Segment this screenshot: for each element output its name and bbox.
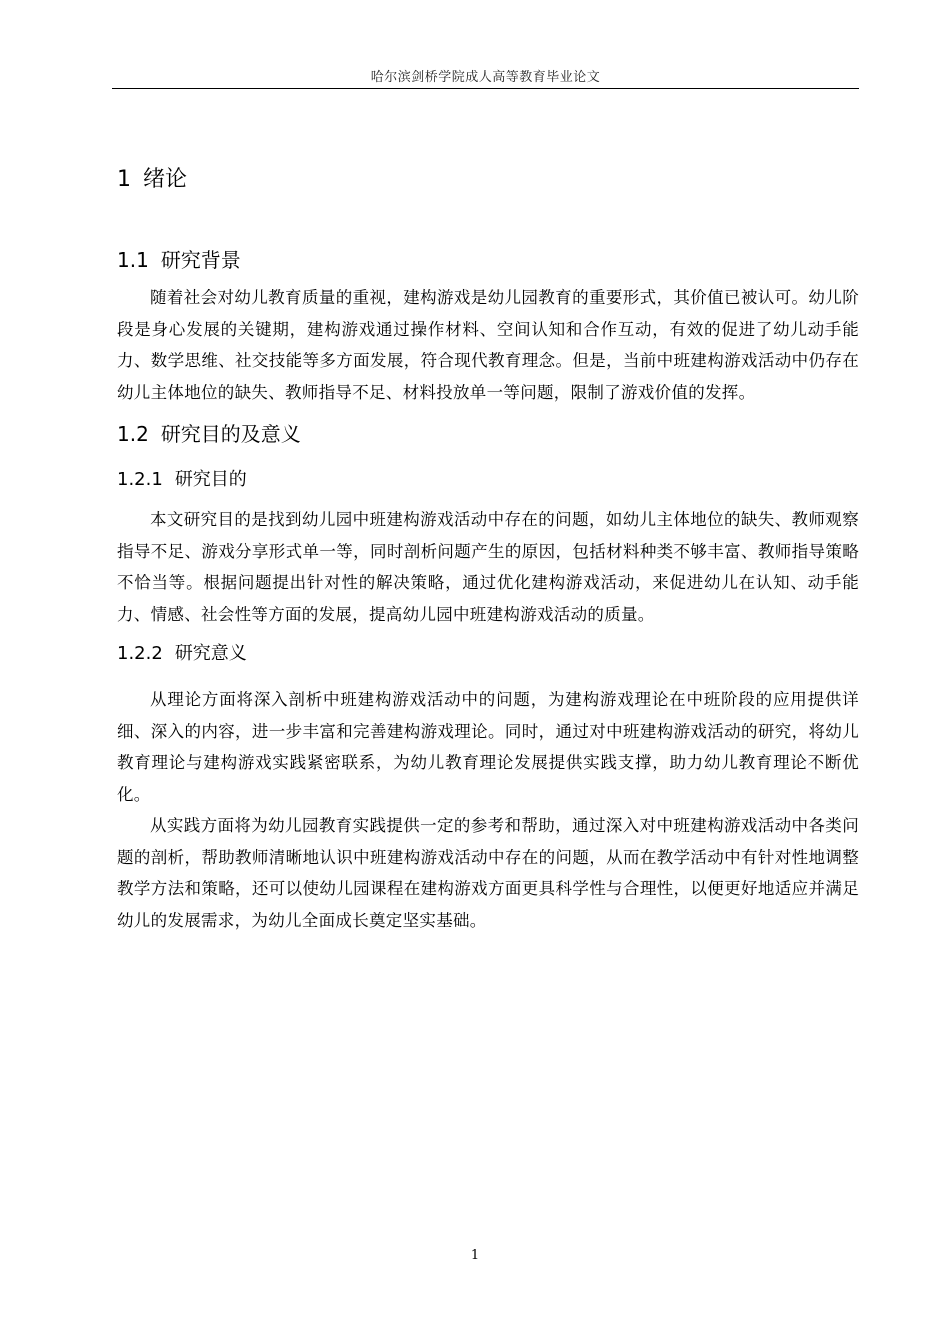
section-title: 研究背景 bbox=[160, 248, 241, 272]
subsection-heading-purpose bbox=[117, 460, 859, 500]
section-heading-purpose-significance bbox=[117, 414, 859, 454]
chapter-heading bbox=[117, 158, 859, 202]
running-header: 哈尔滨剑桥学院成人高等教育毕业论文 bbox=[370, 70, 601, 85]
significance-paragraph-practice: 从实践方面将为幼儿园教育实践提供一定的参考和帮助，通过深入对中班建构游戏活动中各类问题的剖析，帮助教师清晰地认识中班建构游戏活动中存在的问题，从而在教学活动中有针对性地调整教学方法和策略，还可以使幼儿园课程在建构游戏方面更具科学性与合理性，以便更好地适应并满足幼儿的发展需求，为幼儿全面成长奠定坚实基础。 bbox=[117, 816, 859, 930]
section-number: 1.1 bbox=[117, 248, 149, 272]
section-title: 研究目的及意义 bbox=[160, 422, 301, 446]
page-number: 1 bbox=[470, 1248, 480, 1263]
purpose-paragraph: 本文研究目的是找到幼儿园中班建构游戏活动中存在的问题，如幼儿主体地位的缺失、教师观察指导不足、游戏分享形式单一等，同时剖析问题产生的原因，包括材料种类不够丰富、教师指导策略不恰当等。根据问题提出针对性的解决策略，通过优化建构游戏活动，来促进幼儿在认知、动手能力、情感、社会性等方面的发展，提高幼儿园中班建构游戏活动的质量。 bbox=[117, 510, 859, 624]
subsection-number: 1.2.1 bbox=[117, 469, 163, 490]
subsection-heading-significance bbox=[117, 634, 859, 674]
section-heading-background bbox=[117, 240, 859, 280]
background-paragraph: 随着社会对幼儿教育质量的重视，建构游戏是幼儿园教育的重要形式，其价值已被认可。幼儿阶段是身心发展的关键期，建构游戏通过操作材料、空间认知和合作互动，有效的促进了幼儿动手能力、数学思维、社交技能等多方面发展，符合现代教育理念。但是，当前中班建构游戏活动中仍存在幼儿主体地位的缺失、教师指导不足、材料投放单一等问题，限制了游戏价值的发挥。 bbox=[117, 288, 859, 402]
section-number: 1.2 bbox=[117, 422, 149, 446]
subsection-title: 研究意义 bbox=[174, 643, 247, 664]
subsection-number: 1.2.2 bbox=[117, 643, 163, 664]
header-divider bbox=[112, 88, 859, 89]
significance-paragraph-theory: 从理论方面将深入剖析中班建构游戏活动中的问题，为建构游戏理论在中班阶段的应用提供详细、深入的内容，进一步丰富和完善建构游戏理论。同时，通过对中班建构游戏活动的研究，将幼儿教育理论与建构游戏实践紧密联系，为幼儿教育理论发展提供实践支撑，助力幼儿教育理论不断优化。 bbox=[117, 690, 859, 804]
subsection-title: 研究目的 bbox=[174, 469, 247, 490]
chapter-title: 绪论 bbox=[143, 167, 188, 192]
document-body bbox=[117, 158, 859, 936]
chapter-number: 1 bbox=[117, 167, 131, 192]
